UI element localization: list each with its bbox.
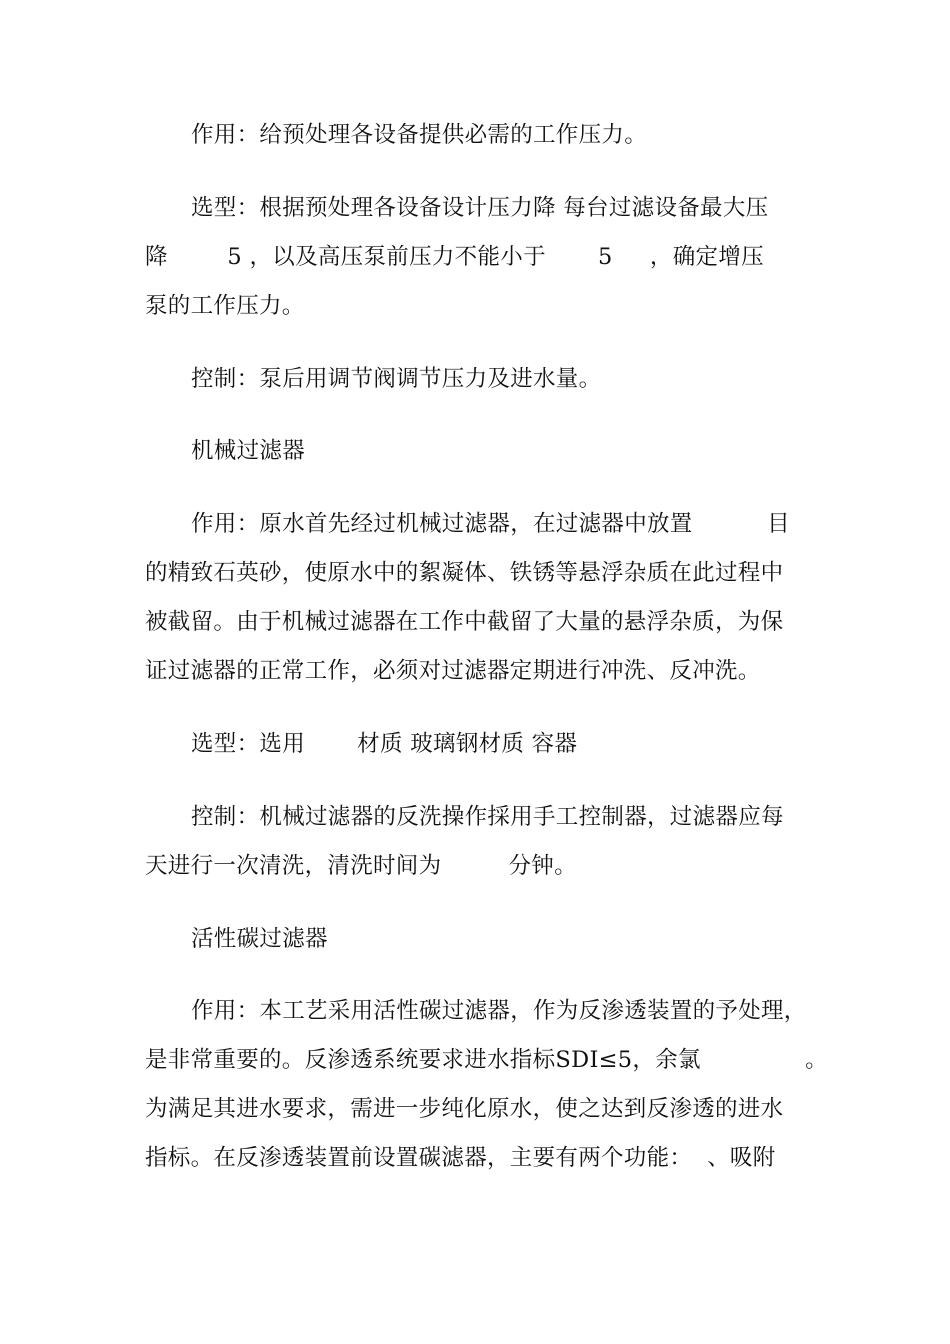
paragraph-line: 被截留。由于机械过滤器在工作中截留了大量的悬浮杂质，为保 bbox=[145, 609, 784, 635]
section-heading: 机械过滤器 bbox=[191, 438, 306, 464]
paragraph-line: 是非常重要的。反渗透系统要求进水指标SDI≤5，余氯 。 bbox=[145, 1047, 828, 1073]
paragraph-line: 降 5 ，以及高压泵前压力不能小于 5 ，确定增压 bbox=[145, 244, 764, 270]
paragraph-line: 泵的工作压力。 bbox=[145, 293, 305, 319]
paragraph-line: 为满足其进水要求，需进一步纯化原水，使之达到反渗透的进水 bbox=[145, 1096, 784, 1122]
paragraph-line: 选型：根据预处理各设备设计压力降 每台过滤设备最大压 bbox=[191, 195, 769, 221]
paragraph-line: 的精致石英砂，使原水中的絮凝体、铁锈等悬浮杂质在此过程中 bbox=[145, 560, 784, 586]
paragraph-line: 作用：原水首先经过机械过滤器，在过滤器中放置 目 bbox=[191, 511, 790, 537]
section-heading: 活性碳过滤器 bbox=[191, 926, 328, 952]
paragraph-line: 天进行一次清洗，清洗时间为 分钟。 bbox=[145, 853, 577, 879]
paragraph-line: 作用：本工艺采用活性碳过滤器，作为反渗透装置的予处理， bbox=[191, 998, 807, 1024]
paragraph-line: 控制：机械过滤器的反洗操作採用手工控制器，过滤器应每 bbox=[191, 804, 784, 830]
paragraph-line: 证过滤器的正常工作，必须对过滤器定期进行冲洗、反冲洗。 bbox=[145, 658, 761, 684]
paragraph-line: 指标。在反渗透装置前设置碳滤器，主要有两个功能： 、吸附 bbox=[145, 1145, 776, 1171]
paragraph-line: 控制：泵后用调节阀调节压力及进水量。 bbox=[191, 366, 602, 392]
paragraph-line: 作用：给预处理各设备提供必需的工作压力。 bbox=[191, 122, 648, 148]
paragraph-line: 选型：选用 材质 玻璃钢材质 容器 bbox=[191, 731, 578, 757]
